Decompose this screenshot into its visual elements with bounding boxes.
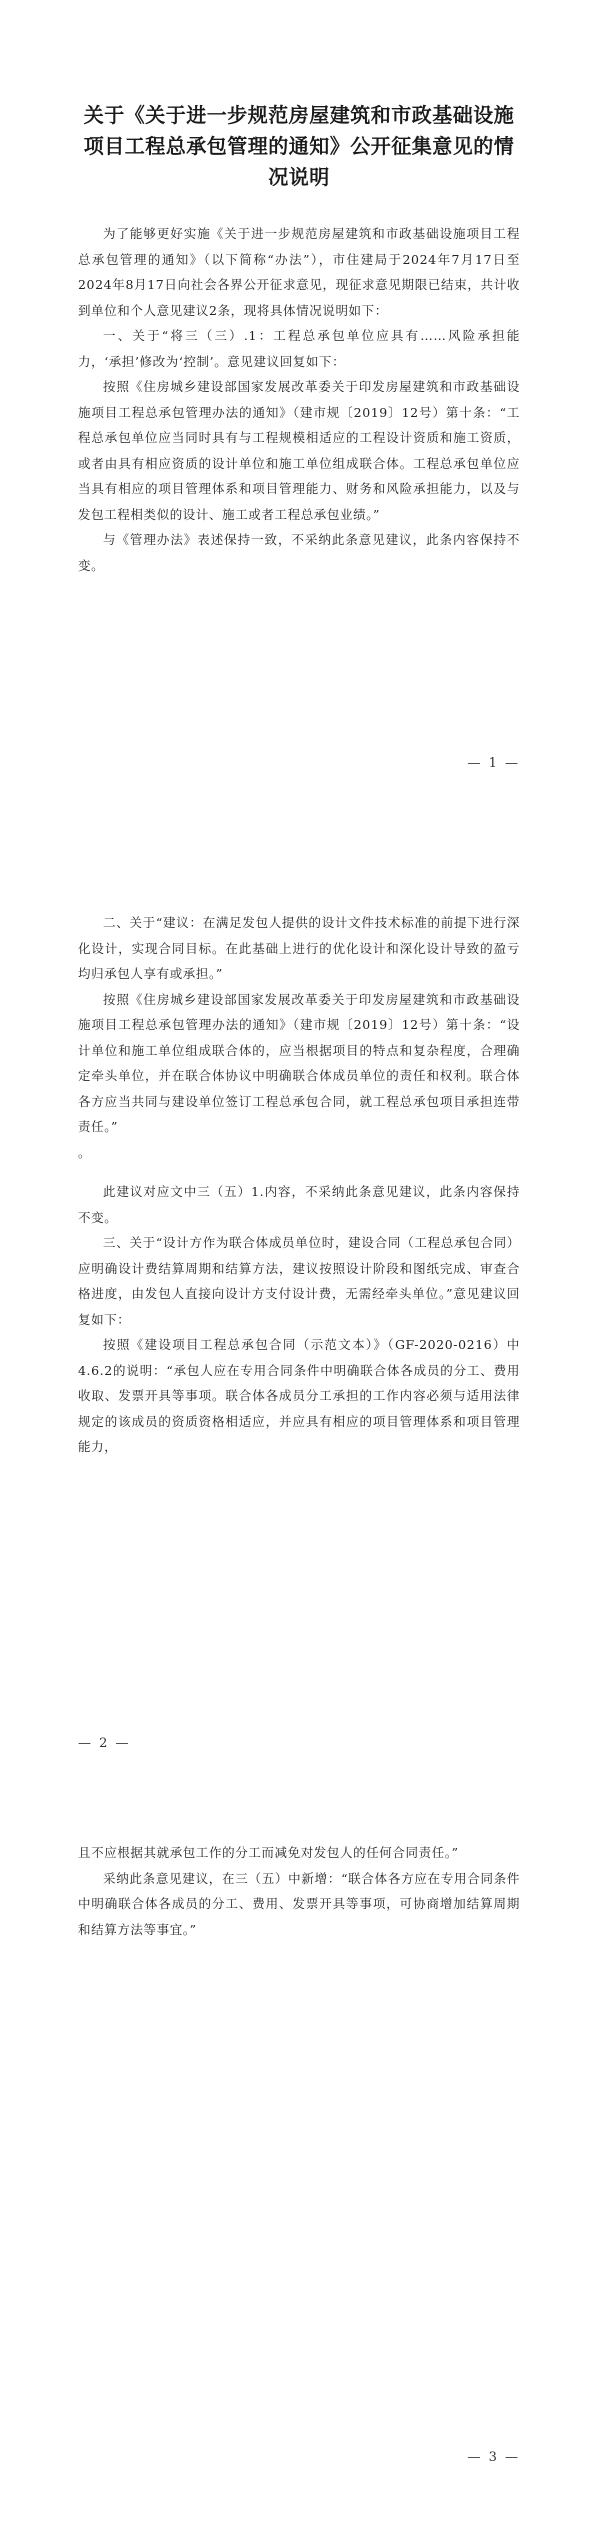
item-one-conclusion: 与《管理办法》表述保持一致，不采纳此条意见建议，此条内容保持不变。 (78, 532, 520, 573)
item-two-heading: 二、关于“建议：在满足发包人提供的设计文件技术标准的前提下进行深化设计，实现合同目标。在此基础上进行的优化设计和深化设计导致的盈亏均归承包人享有或承担。” (78, 915, 520, 981)
item-three-heading: 三、关于“设计方作为联合体成员单位时，建设合同（工程总承包合同）应明确设计费结算周期和结算方法，建议按照设计阶段和图纸完成、审查合格进度，由发包人直接向设计方支付设计费，无需经牵头单位。”意见建议回复如下： (78, 1235, 520, 1327)
intro-paragraph: 为了能够更好实施《关于进一步规范房屋建筑和市政基础设施项目工程总承包管理的通知》（以下简称“办法”），市住建局于2024年7月17日至2024年8月17日向社会各界公开征求意见，现征求意见期限已结束，共计收到单位和个人意见建议2条，现将具体情况说明如下： (78, 226, 520, 318)
item-one-basis: 按照《住房城乡建设部国家发展改革委关于印发房屋建筑和市政基础设施项目工程总承包管理办法的通知》（建市规〔2019〕12号）第十条：“工程总承包单位应当同时具有与工程规模相适应的工程设计资质和施工资质，或者由具有相应资质的设计单位和施工单位组成联合体。工程总承包单位应当具有相应的项目管理体系和项目管理能力、财务和风险承担能力，以及与发包工程相类似的设计、施工或者工程总承包业绩。” (78, 379, 520, 522)
stray-punctuation: 。 (78, 1144, 92, 1160)
item-three-basis-continued: 且不应根据其就承包工作的分工而减免对发包人的任何合同责任。” (78, 1845, 459, 1860)
item-three-basis: 按照《建设项目工程总承包合同（示范文本）》（GF-2020-0216）中4.6.2的说明：“承包人应在专用合同条件中明确联合体各成员的分工、费用收取、发票开具等事项。联合体各成员分工承担的工作内容必须与适用法律规定的该成员的资质资格相适应，并应具有相应的项目管理体系和项目管理能力， (78, 1337, 520, 1454)
page-number: — 2 — (78, 1736, 131, 1751)
page-number: — 3 — (467, 2450, 520, 2465)
item-one-heading: 一、关于“将三（三）.1：工程总承包单位应具有……风险承担能力，‘承担’修改为‘控制’。意见建议回复如下： (78, 328, 520, 369)
document-page-3 (0, 1840, 600, 2546)
item-two-conclusion: 此建议对应文中三（五）1.内容，不采纳此条意见建议，此条内容保持不变。 (78, 1184, 520, 1225)
item-three-conclusion: 采纳此条意见建议，在三（五）中新增：“联合体各方应在专用合同条件中明确联合体各成员的分工、费用、发票开具等事项，可协商增加结算周期和结算方法等事宜。” (78, 1870, 520, 1937)
document-title: 关于《关于进一步规范房屋建筑和市政基础设施项目工程总承包管理的通知》公开征集意见的情况说明 (83, 103, 515, 189)
item-two-basis: 按照《住房城乡建设部国家发展改革委关于印发房屋建筑和市政基础设施项目工程总承包管理办法的通知》（建市规〔2019〕12号）第十条：“设计单位和施工单位组成联合体的，应当根据项目的特点和复杂程度，合理确定牵头单位，并在联合体协议中明确联合体成员单位的责任和权利。联合体各方应当共同与建设单位签订工程总承包合同，就工程总承包项目承担连带责任。” (78, 991, 520, 1134)
page-number: — 1 — (467, 756, 520, 771)
document-page-1 (0, 100, 600, 800)
document-page-2 (0, 910, 600, 1780)
